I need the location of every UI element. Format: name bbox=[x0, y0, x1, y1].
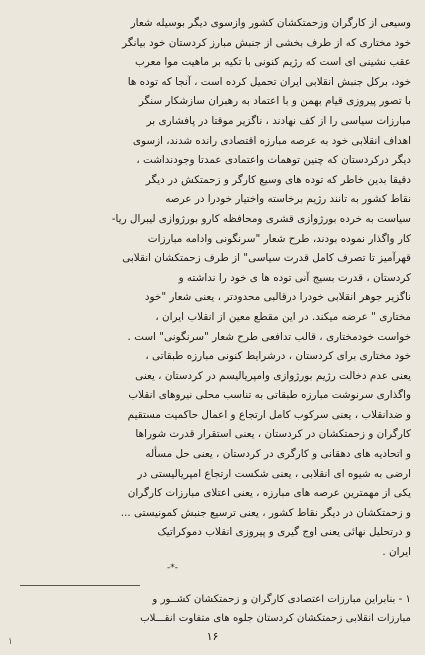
page-number: ۱۶ bbox=[206, 630, 219, 643]
text-line: مختاری " عرضه میکند. در این مقطع معین از انقلاب ایران ، bbox=[155, 310, 411, 323]
text-line: و اتحادیه های دهقانی و کارگری در کردستان ، یعنی حل مسأله bbox=[145, 448, 411, 461]
text-line: خواست خودمختاری ، قالب تدافعی طرح شعار "سرنگونی" است . bbox=[127, 330, 411, 343]
corner-mark: ۱ bbox=[8, 637, 13, 647]
text-line: خود مختاری که از طرف بخشی از جنبش مبارز کردستان خود بیانگر bbox=[122, 36, 411, 49]
text-line: و ضدانقلاب ، یعنی سرکوب کامل ارتجاع و اعمال حاکمیت مستقیم bbox=[127, 408, 411, 421]
text-line: وسیعی از کارگران وزحمتکشان کشور وازسوی دیگر بوسیله شعار bbox=[130, 17, 411, 29]
text-line: یکی از مهمترین عرصه های مبارزه ، یعنی اعتلای مبارزات کارگران bbox=[127, 487, 411, 500]
text-line: مبارزات انقلابی زحمتکشان کردستان جلوه های متفاوت انقـــلاب bbox=[140, 613, 411, 624]
section-ornament: -*- bbox=[167, 562, 178, 573]
text-line: کردستان ، قدرت بسیج آنی توده ها ی خود را نداشته و bbox=[178, 271, 411, 284]
text-line: قهرآمیز تا تصرف کامل قدرت سیاسی" از طرف زحمتکشان انقلابی bbox=[122, 252, 411, 265]
body-text bbox=[14, 14, 411, 563]
text-line: ارضی به شیوه ای انقلابی ، یعنی شکست ارتجاع امپریالیستی در bbox=[137, 467, 411, 480]
text-line: ناگزیر جوهر انقلابی خودرا درقالبی محدودتر ، یعنی شعار "خود bbox=[144, 291, 411, 304]
text-line: مبارزات سیاسی را از کف نهادند ، ناگزیر موقتا در پافشاری بر bbox=[146, 114, 411, 127]
text-line: اهداف انقلابی خود به عرصه مبارزه اقتصادی رانده شدند، ازسوی bbox=[132, 134, 411, 147]
text-line: دقیقا بدین خاطر که توده های وسیع کارگر و زحمتکش در دیگر bbox=[145, 173, 411, 186]
text-line: واگذاری سرنوشت مبارزه طبقاتی به تناسب محلی نیروهای انقلاب bbox=[128, 389, 411, 402]
text-line: نقاط کشور به تانند رژیم برخاسته واختیار خودرا در عرصه bbox=[165, 193, 411, 206]
text-line: یعنی عدم دخالت رژیم بورژوازی وامپریالیسم در کردستان ، یعنی bbox=[135, 369, 411, 382]
text-line: سیاست به خرده بورژوازی قشری ومحافظه کارو بورژوازی لیبرال ریا- bbox=[111, 212, 411, 225]
text-line: خود، برکل جنبش انقلابی ایران تحمیل کرده است ، آنجا که توده ها bbox=[127, 75, 411, 88]
text-line: و زحمتکشان در دیگر نقاط کشور ، یعنی ترسیع جنبش کمونیستی ... bbox=[120, 506, 411, 519]
text-line: و درتحلیل نهائی یعنی اوج گیری و پیروزی انقلاب دموکراتیک bbox=[157, 526, 411, 539]
text-line: کارگران و زحمتکشان در کردستان ، یعنی استقرار قدرت شوراها bbox=[135, 428, 411, 441]
footnote-separator bbox=[20, 585, 140, 586]
text-line: با تصور پیروزی قیام بهمن و با اعتماد به رهبران سازشکار سنگر bbox=[138, 95, 411, 108]
footnote bbox=[14, 590, 411, 628]
text-line: دیگر درکردستان که چنین توهمات واعتمادی عمدتا وجودنداشت ، bbox=[136, 154, 411, 167]
text-line: خود مختاری برای کردستان ، درشرایط کنونی مبارزه طبقاتی ، bbox=[145, 350, 411, 363]
text-line: ایران . bbox=[382, 546, 411, 559]
text-line: کار واگذار نموده بودند، طرح شعار "سرنگونی وادامه مبارزات bbox=[147, 232, 411, 245]
text-line: ۱ - بنابراین مبارزات اعتصادی کارگران و زحمتکشان کشــور و bbox=[152, 594, 411, 605]
text-line: عقب نشینی ای است که رژیم کنونی با تکیه بر ماهیت موا معرب bbox=[134, 56, 411, 69]
